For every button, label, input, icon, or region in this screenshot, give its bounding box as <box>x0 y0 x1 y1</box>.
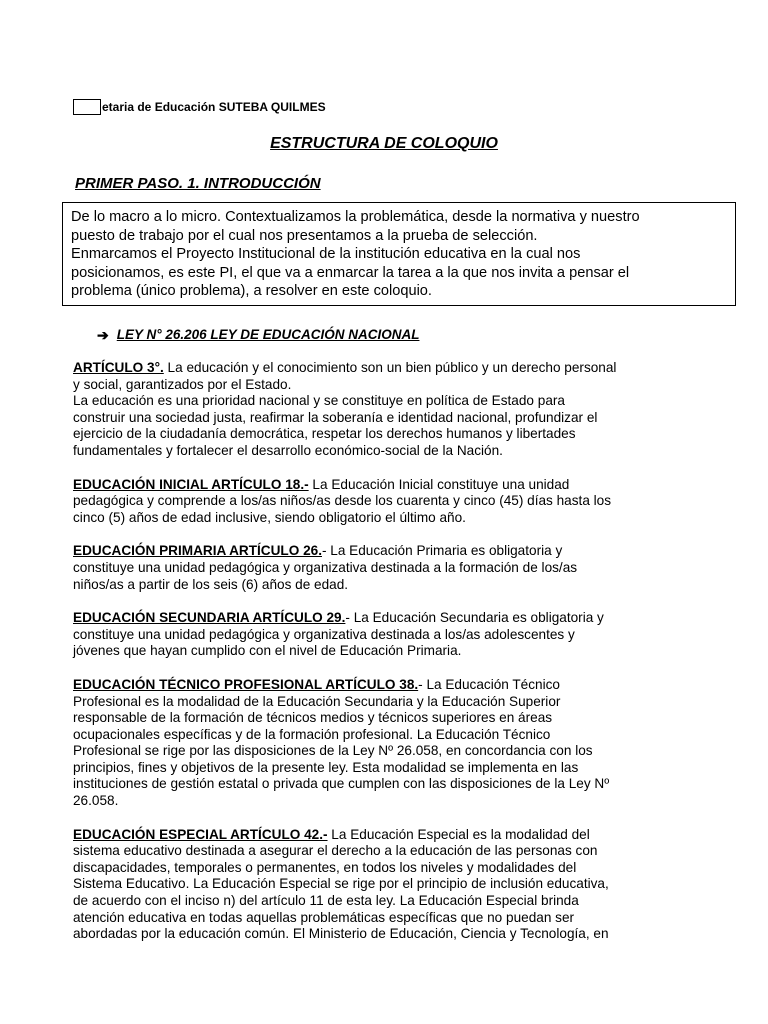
article-text: - La Educación Primaria es obligatoria y <box>321 543 563 559</box>
article-section <box>73 827 713 943</box>
article-section <box>73 360 713 460</box>
article-line: discapacidades, temporales o permanentes, en todos los niveles y modalidades del <box>73 859 577 875</box>
article-line: constituye una unidad pedagógica y organizativa destinada a la formación de los/as <box>73 559 578 575</box>
article-line: sistema educativo destinada a asegurar el derecho a la educación de las personas con <box>73 843 598 859</box>
article-line: Profesional es la modalidad de la Educación Secundaria y la Educación Superior <box>73 693 561 709</box>
article-line: ejercicio de la ciudadanía democrática, respetar los derechos humanos y libertades <box>73 426 576 442</box>
article-line: Sistema Educativo. La Educación Especial se rige por el principio de inclusión educativa, <box>73 876 609 892</box>
article-line: 26.058. <box>73 793 119 809</box>
article-line: La educación es una prioridad nacional y se constituye en política de Estado para <box>73 393 565 409</box>
intro-box <box>62 202 736 306</box>
document-header <box>73 99 326 115</box>
article-text: La Educación Especial es la modalidad del <box>327 826 590 842</box>
article-line: fundamentales y fortalecer el desarrollo económico-social de la Nación. <box>73 442 503 458</box>
article-line: jóvenes que hayan cumplido con el nivel de Educación Primaria. <box>73 643 462 659</box>
article-first-line <box>73 543 713 560</box>
article-text: La educación y el conocimiento son un bien público y un derecho personal <box>163 360 617 375</box>
intro-line: De lo macro a lo micro. Contextualizamos la problemática, desde la normativa y nuestro <box>71 209 640 225</box>
article-line: Profesional se rige por las disposiciones de la Ley Nº 26.058, en concordancia con los <box>73 743 593 759</box>
intro-line: posicionamos, es este PI, el que va a enmarcar la tarea a la que nos invita a pensar el <box>71 264 630 281</box>
article-line: construir una sociedad justa, reafirmar la soberanía e identidad nacional, profundizar el <box>73 409 598 425</box>
law-title: LEY N° 26.206 LEY DE EDUCACIÓN NACIONAL <box>116 327 420 342</box>
article-text: La Educación Inicial constituye una unidad <box>308 476 570 492</box>
article-section <box>73 677 713 810</box>
header-blank-box <box>73 99 101 115</box>
article-first-line <box>73 360 713 377</box>
intro-line: Enmarcamos el Proyecto Institucional de la institución educativa en la cual nos <box>71 246 581 262</box>
header-text: etaria de Educación SUTEBA QUILMES <box>102 100 326 114</box>
article-first-line <box>73 827 713 844</box>
intro-line: problema (único problema), a resolver en este coloquio. <box>71 283 432 299</box>
arrow-right-icon: ➔ <box>97 327 109 343</box>
article-line: atención educativa en todas aquellas problemáticas específicas que no puedan ser <box>73 909 575 925</box>
article-heading: EDUCACIÓN PRIMARIA ARTÍCULO 26. <box>73 543 322 559</box>
article-line: responsable de la formación de técnicos medios y técnicos superiores en áreas <box>73 710 553 726</box>
article-line: abordadas por la educación común. El Ministerio de Educación, Ciencia y Tecnología, en <box>73 926 609 942</box>
article-heading: EDUCACIÓN TÉCNICO PROFESIONAL ARTÍCULO 38. <box>73 676 419 692</box>
article-heading: ARTÍCULO 3°. <box>73 360 164 375</box>
section-subtitle: PRIMER PASO. 1. INTRODUCCIÓN <box>75 175 321 192</box>
article-line: niños/as a partir de los seis (6) años de edad. <box>73 576 349 592</box>
article-line: instituciones de gestión estatal o privada que cumplen con las disposiciones de la Ley Nº <box>73 776 610 792</box>
article-first-line <box>73 477 713 494</box>
law-heading <box>97 325 419 345</box>
article-first-line <box>73 677 713 694</box>
article-text: - La Educación Secundaria es obligatoria y <box>345 610 604 626</box>
article-section <box>73 477 713 527</box>
intro-paragraph <box>71 208 735 301</box>
article-line: ocupacionales específicas y de la formación profesional. La Educación Técnico <box>73 726 551 742</box>
page-title: ESTRUCTURA DE COLOQUIO <box>270 135 498 152</box>
article-line: pedagógica y comprende a los/as niños/as desde los cuarenta y cinco (45) días hasta los <box>73 493 612 509</box>
article-line: cinco (5) años de edad inclusive, siendo obligatorio el último año. <box>73 509 466 525</box>
article-heading: EDUCACIÓN SECUNDARIA ARTÍCULO 29. <box>73 610 346 626</box>
article-first-line <box>73 610 713 627</box>
article-heading: EDUCACIÓN ESPECIAL ARTÍCULO 42.- <box>73 826 328 842</box>
intro-line: puesto de trabajo por el cual nos presentamos a la prueba de selección. <box>71 227 538 244</box>
article-line: principios, fines y objetivos de la presente ley. Esta modalidad se implementa en las <box>73 759 579 775</box>
article-heading: EDUCACIÓN INICIAL ARTÍCULO 18.- <box>73 476 309 492</box>
article-line: y social, garantizados por el Estado. <box>73 376 292 392</box>
article-section <box>73 543 713 593</box>
articles-content <box>73 360 713 960</box>
article-section <box>73 610 713 660</box>
article-line: de acuerdo con el inciso n) del artículo 11 de esta ley. La Educación Especial brinda <box>73 893 579 909</box>
article-text: - La Educación Técnico <box>418 676 560 692</box>
article-line: constituye una unidad pedagógica y organizativa destinada a los/as adolescentes y <box>73 626 575 642</box>
